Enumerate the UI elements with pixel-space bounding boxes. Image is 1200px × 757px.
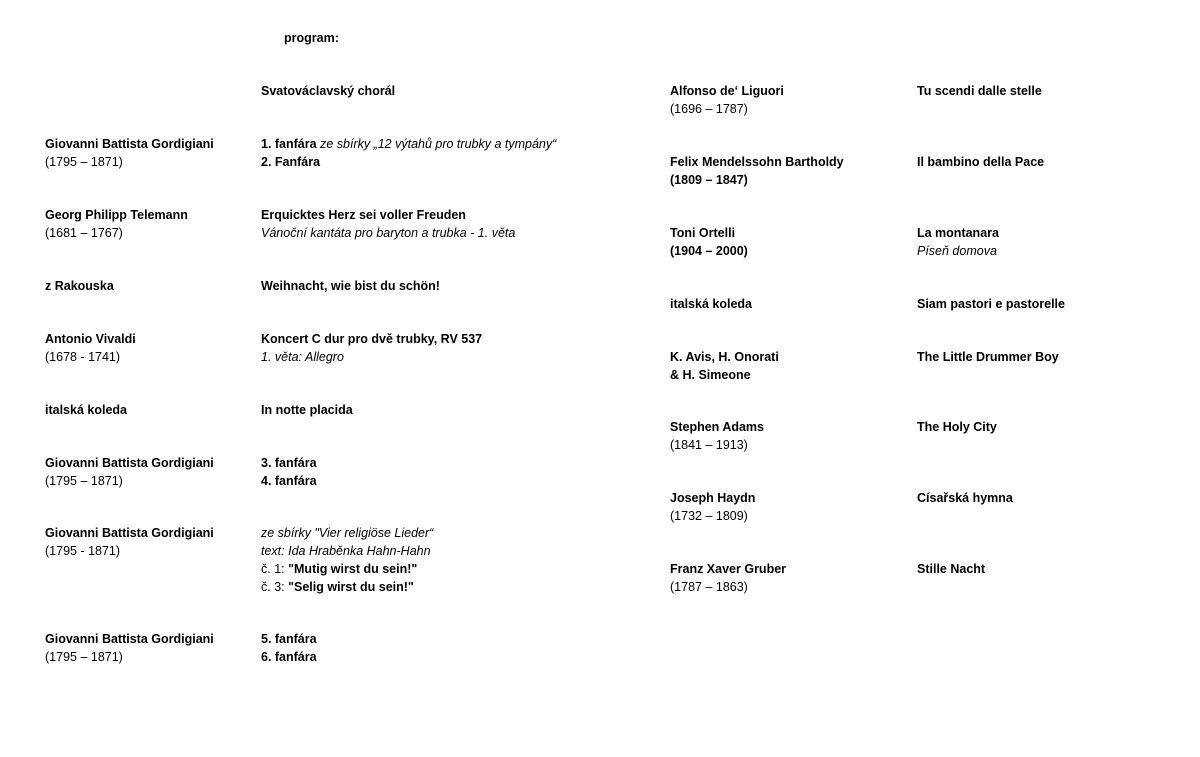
composer-years: (1809 – 1847): [670, 173, 748, 187]
right-entry-2-title: Il bambino della Pace: [917, 155, 1045, 169]
piece-subtitle: Vánoční kantáta pro baryton a trubka - 1. věta: [261, 226, 516, 240]
right-entry-3-composer: [670, 224, 748, 260]
piece-source: ze sbírky "Vier religiöse Lieder“: [261, 526, 434, 540]
right-entry-3-pieces: [917, 224, 999, 260]
right-entry-6-composer: [670, 418, 764, 454]
composer-name: Giovanni Battista Gordigiani: [45, 137, 214, 151]
right-entry-6-title: The Holy City: [917, 420, 997, 434]
piece-title: La montanara: [917, 226, 999, 240]
composer-name: Stephen Adams: [670, 420, 765, 434]
left-entry-2-pieces: [261, 206, 515, 242]
piece-title: 2. Fanfára: [261, 155, 321, 169]
composer-name: Joseph Haydn: [670, 491, 756, 505]
composer-name: Felix Mendelssohn Bartholdy: [670, 155, 844, 169]
piece-title: 1. fanfára: [261, 137, 317, 151]
piece-source: ze sbírky „12 výtahů pro trubky a tympány“: [316, 137, 557, 151]
right-entry-8-title: Stille Nacht: [917, 562, 986, 576]
composer-years: (1678 - 1741): [45, 350, 121, 364]
composer-name: & H. Simeone: [670, 368, 751, 382]
composer-years: (1787 – 1863): [670, 580, 748, 594]
right-entry-1-composer: [670, 82, 784, 118]
left-entry-6-pieces: [261, 454, 317, 490]
left-entry-7-composer: [45, 524, 214, 560]
piece-title: Koncert C dur pro dvě trubky, RV 537: [261, 332, 483, 346]
composer-name: Giovanni Battista Gordigiani: [45, 526, 214, 540]
piece-title: 5. fanfára: [261, 632, 317, 646]
composer-name: K. Avis, H. Onorati: [670, 350, 779, 364]
right-entry-1-title: Tu scendi dalle stelle: [917, 84, 1042, 98]
composer-name: Toni Ortelli: [670, 226, 736, 240]
program-heading: program:: [284, 31, 339, 45]
composer-name: Giovanni Battista Gordigiani: [45, 456, 214, 470]
composer-years: (1795 - 1871): [45, 544, 121, 558]
piece-title: 3. fanfára: [261, 456, 317, 470]
left-entry-8-pieces: [261, 630, 317, 666]
right-entry-4-title: Siam pastori e pastorelle: [917, 297, 1065, 311]
right-entry-4-composer: italská koleda: [670, 297, 752, 311]
composer-years: (1696 – 1787): [670, 102, 748, 116]
left-entry-8-composer: [45, 630, 214, 666]
composer-name: Alfonso de‘ Liguori: [670, 84, 784, 98]
composer-years: (1795 – 1871): [45, 650, 123, 664]
left-entry-6-composer: [45, 454, 214, 490]
left-entry-4-pieces: [261, 330, 482, 366]
piece-title: 6. fanfára: [261, 650, 317, 664]
right-entry-5-title: The Little Drummer Boy: [917, 350, 1059, 364]
composer-years: (1732 – 1809): [670, 509, 748, 523]
composer-years: (1904 – 2000): [670, 244, 748, 258]
piece-title: 4. fanfára: [261, 474, 317, 488]
composer-name: Giovanni Battista Gordigiani: [45, 632, 214, 646]
composer-years: (1841 – 1913): [670, 438, 748, 452]
right-entry-7-composer: [670, 489, 755, 525]
piece-title: Erquicktes Herz sei voller Freuden: [261, 208, 466, 222]
composer-years: (1681 – 1767): [45, 226, 123, 240]
right-entry-5-composer: [670, 348, 779, 384]
piece-subtitle: Píseň domova: [917, 244, 997, 258]
left-entry-7-pieces: [261, 524, 433, 596]
right-entry-7-title: Císařská hymna: [917, 491, 1013, 505]
composer-name: Antonio Vivaldi: [45, 332, 136, 346]
left-entry-4-composer: [45, 330, 136, 366]
composer-name: Georg Philipp Telemann: [45, 208, 188, 222]
song-number: č. 1:: [261, 562, 289, 576]
composer-name: Franz Xaver Gruber: [670, 562, 787, 576]
left-entry-5-composer: italská koleda: [45, 403, 127, 417]
piece-lyricist: text: Ida Hraběnka Hahn-Hahn: [261, 544, 431, 558]
song-number: č. 3:: [261, 580, 289, 594]
composer-years: (1795 – 1871): [45, 474, 123, 488]
left-entry-1-composer: [45, 135, 214, 171]
left-entry-2-composer: [45, 206, 188, 242]
left-entry-3-composer: z Rakouska: [45, 279, 114, 293]
piece-subtitle: 1. věta: Allegro: [261, 350, 344, 364]
song-title: "Mutig wirst du sein!": [288, 562, 418, 576]
right-entry-8-composer: [670, 560, 786, 596]
left-entry-3-title: Weihnacht, wie bist du schön!: [261, 279, 440, 293]
composer-years: (1795 – 1871): [45, 155, 123, 169]
right-entry-2-composer: [670, 153, 844, 189]
left-entry-1-pieces: [261, 135, 556, 171]
left-entry-5-title: In notte placida: [261, 403, 353, 417]
chorale-title: Svatováclavský chorál: [261, 84, 396, 98]
song-title: "Selig wirst du sein!": [288, 580, 414, 594]
